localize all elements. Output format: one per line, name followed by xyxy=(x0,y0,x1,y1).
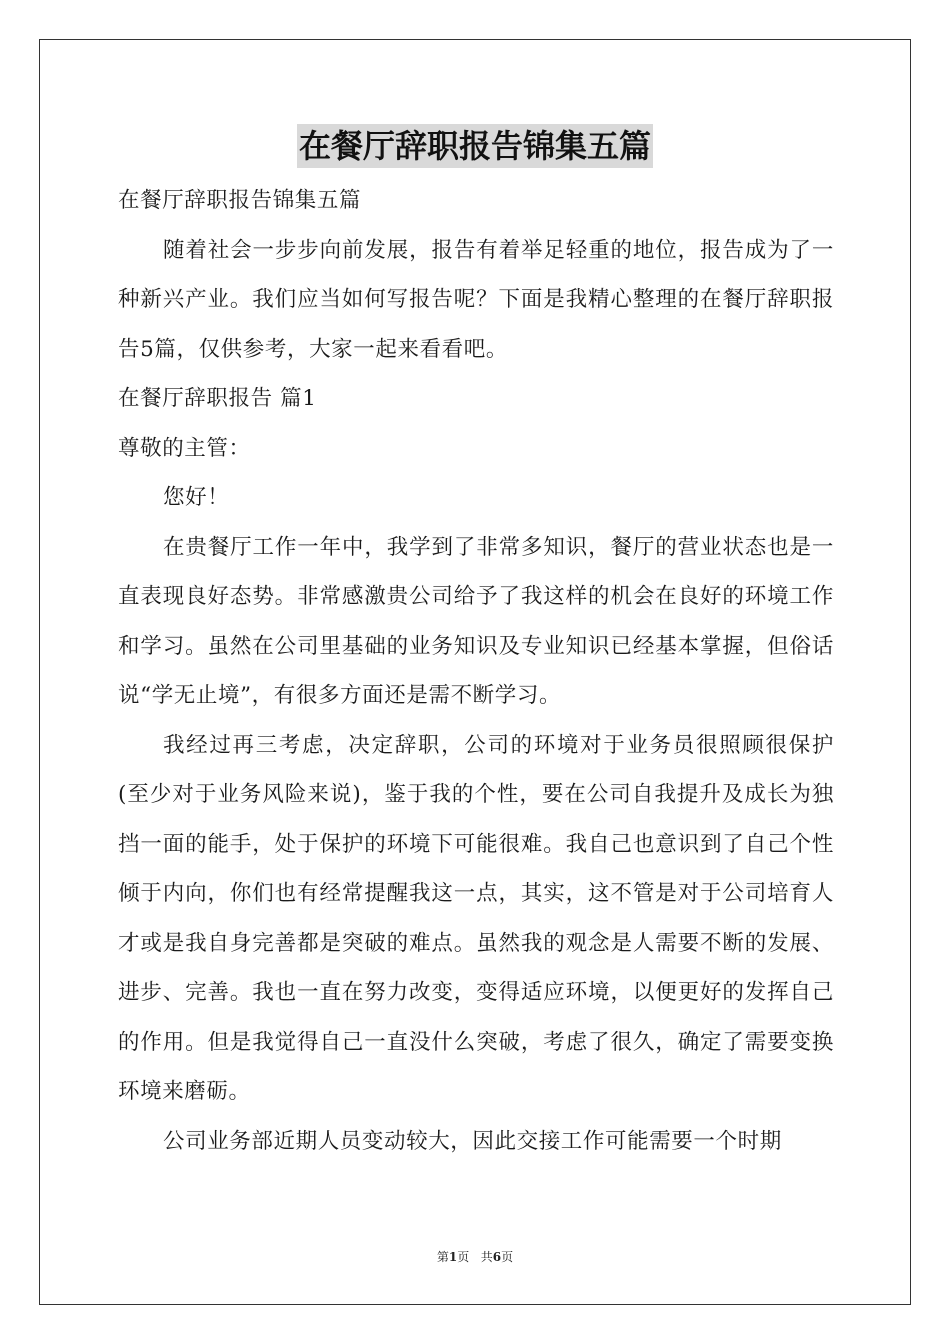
page-footer xyxy=(0,1248,950,1265)
page-number-unit: 页 xyxy=(457,1250,470,1264)
page-total-prefix: 共 xyxy=(480,1250,493,1264)
paragraph: 随着社会一步步向前发展，报告有着举足轻重的地位，报告成为了一种新兴产业。我们应当如何写报告呢？下面是我精心整理的在餐厅辞职报告5篇，仅供参考，大家一起来看看吧。 xyxy=(118,237,834,362)
document-title xyxy=(0,124,950,170)
paragraph: 在餐厅辞职报告锦集五篇 xyxy=(118,188,362,213)
paragraph: 我经过再三考虑，决定辞职，公司的环境对于业务员很照顾很保护(至少对于业务风险来说)，鉴于我的个性，要在公司自我提升及成长为独挡一面的能手，处于保护的环境下可能很难。我自己也意识到了自己个性倾于内向，你们也有经常提醒我这一点，其实，这不管是对于公司培育人才或是我自身完善都是突破的难点。虽然我的观念是人需要不断的发展、进步、完善。我也一直在努力改变，变得适应环境，以便更好的发挥自己的作用。但是我觉得自己一直没什么突破，考虑了很久，确定了需要变换环境来磨砺。 xyxy=(118,732,834,1104)
document-body xyxy=(118,176,834,1166)
document-title-text: 在餐厅辞职报告锦集五篇 xyxy=(297,124,653,168)
paragraph: 尊敬的主管： xyxy=(118,435,251,461)
page-total-unit: 页 xyxy=(501,1250,514,1264)
page-number-current: 1 xyxy=(448,1250,458,1264)
paragraph: 您好！ xyxy=(163,485,230,510)
paragraph: 在贵餐厅工作一年中，我学到了非常多知识，餐厅的营业状态也是一直表现良好态势。非常感激贵公司给予了我这样的机会在良好的环境工作和学习。虽然在公司里基础的业务知识及专业知识已经基本掌握，但俗话说“学无止境”，有很多方面还是需不断学习。 xyxy=(118,534,834,708)
page-number-prefix: 第 xyxy=(436,1250,449,1264)
paragraph: 在餐厅辞职报告 篇1 xyxy=(118,386,317,411)
page-total-count: 6 xyxy=(492,1250,502,1264)
paragraph: 公司业务部近期人员变动较大，因此交接工作可能需要一个时期 xyxy=(163,1128,782,1154)
